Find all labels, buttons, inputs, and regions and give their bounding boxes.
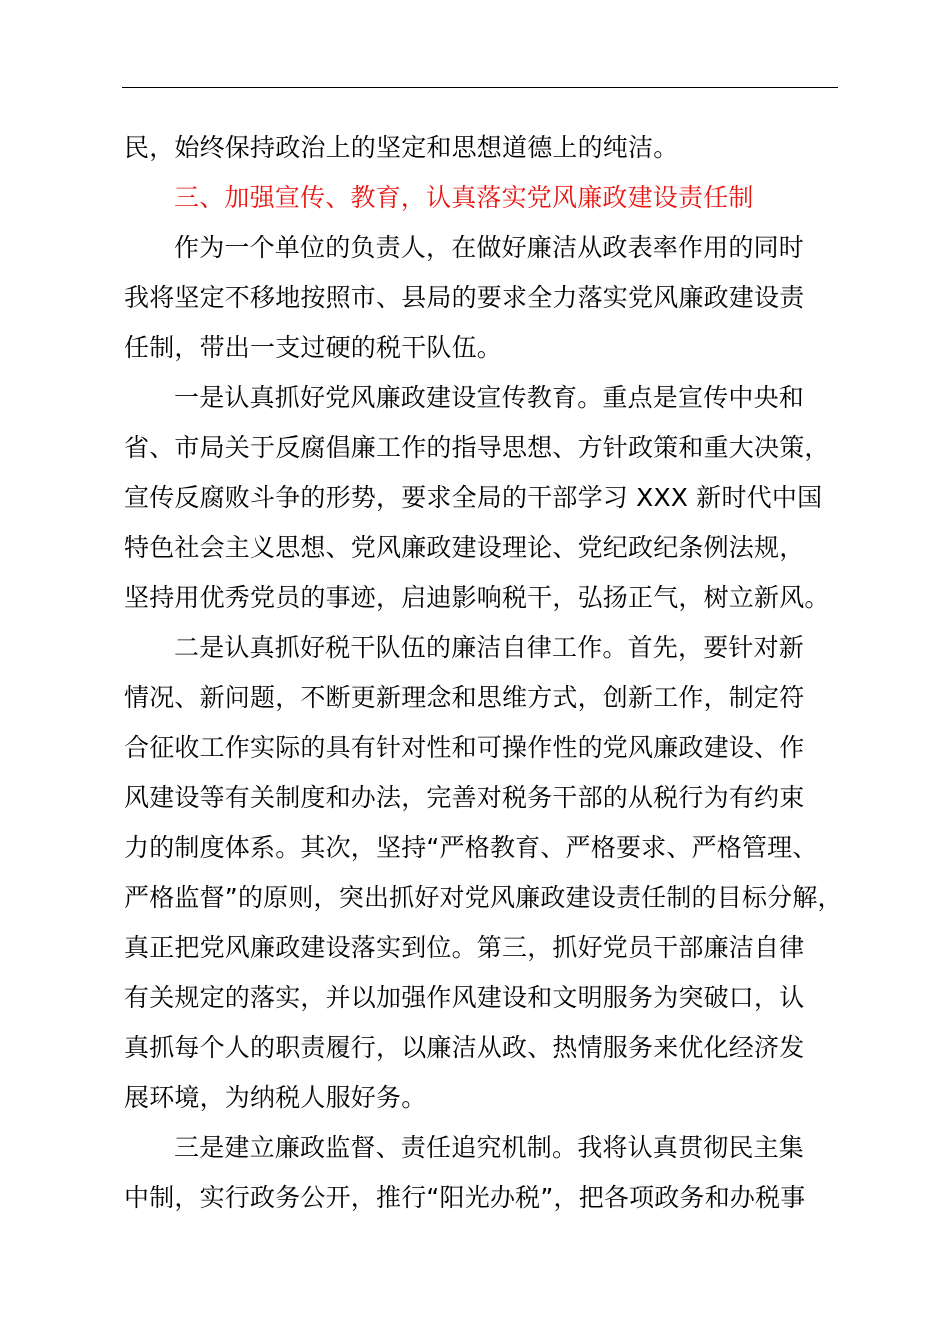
text-line-13: 合征收工作实际的具有针对性和可操作性的党风廉政建设、作 bbox=[124, 733, 805, 762]
text-line-14: 风建设等有关制度和办法，完善对税务干部的从税行为有约束 bbox=[124, 783, 805, 812]
text-line-3: 作为一个单位的负责人，在做好廉洁从政表率作用的同时 bbox=[174, 233, 805, 262]
section-heading: 三、加强宣传、教育，认真落实党风廉政建设责任制 bbox=[174, 183, 754, 212]
text-line-10: 坚持用优秀党员的事迹，启迪影响税干，弘扬正气，树立新风。 bbox=[124, 583, 830, 612]
text-line-8: 宣传反腐败斗争的形势，要求全局的干部学习 XXX 新时代中国 bbox=[124, 483, 823, 512]
text-line-12: 情况、新问题，不断更新理念和思维方式，创新工作，制定符 bbox=[124, 683, 805, 712]
text-line-11: 二是认真抓好税干队伍的廉洁自律工作。首先，要针对新 bbox=[174, 633, 805, 662]
text-line-4: 我将坚定不移地按照市、县局的要求全力落实党风廉政建设责 bbox=[124, 283, 805, 312]
text-line-1: 民，始终保持政治上的坚定和思想道德上的纯洁。 bbox=[124, 133, 679, 162]
text-line-5: 任制，带出一支过硬的税干队伍。 bbox=[124, 333, 503, 362]
text-line-19: 真抓每个人的职责履行，以廉洁从政、热情服务来优化经济发 bbox=[124, 1033, 805, 1062]
text-line-16: 严格监督”的原则，突出抓好对党风廉政建设责任制的目标分解， bbox=[124, 883, 843, 912]
text-line-7: 省、市局关于反腐倡廉工作的指导思想、方针政策和重大决策， bbox=[124, 433, 830, 462]
text-line-17: 真正把党风廉政建设落实到位。第三，抓好党员干部廉洁自律 bbox=[124, 933, 805, 962]
header-rule bbox=[122, 87, 838, 88]
text-line-20: 展环境，为纳税人服好务。 bbox=[124, 1083, 427, 1112]
text-line-18: 有关规定的落实，并以加强作风建设和文明服务为突破口，认 bbox=[124, 983, 805, 1012]
text-line-6: 一是认真抓好党风廉政建设宣传教育。重点是宣传中央和 bbox=[174, 383, 805, 412]
text-line-21: 三是建立廉政监督、责任追究机制。我将认真贯彻民主集 bbox=[174, 1133, 805, 1162]
text-line-22: 中制，实行政务公开，推行“阳光办税”，把各项政务和办税事 bbox=[124, 1183, 806, 1212]
text-line-9: 特色社会主义思想、党风廉政建设理论、党纪政纪条例法规， bbox=[124, 533, 805, 562]
text-line-15: 力的制度体系。其次，坚持“严格教育、严格要求、严格管理、 bbox=[124, 833, 818, 862]
